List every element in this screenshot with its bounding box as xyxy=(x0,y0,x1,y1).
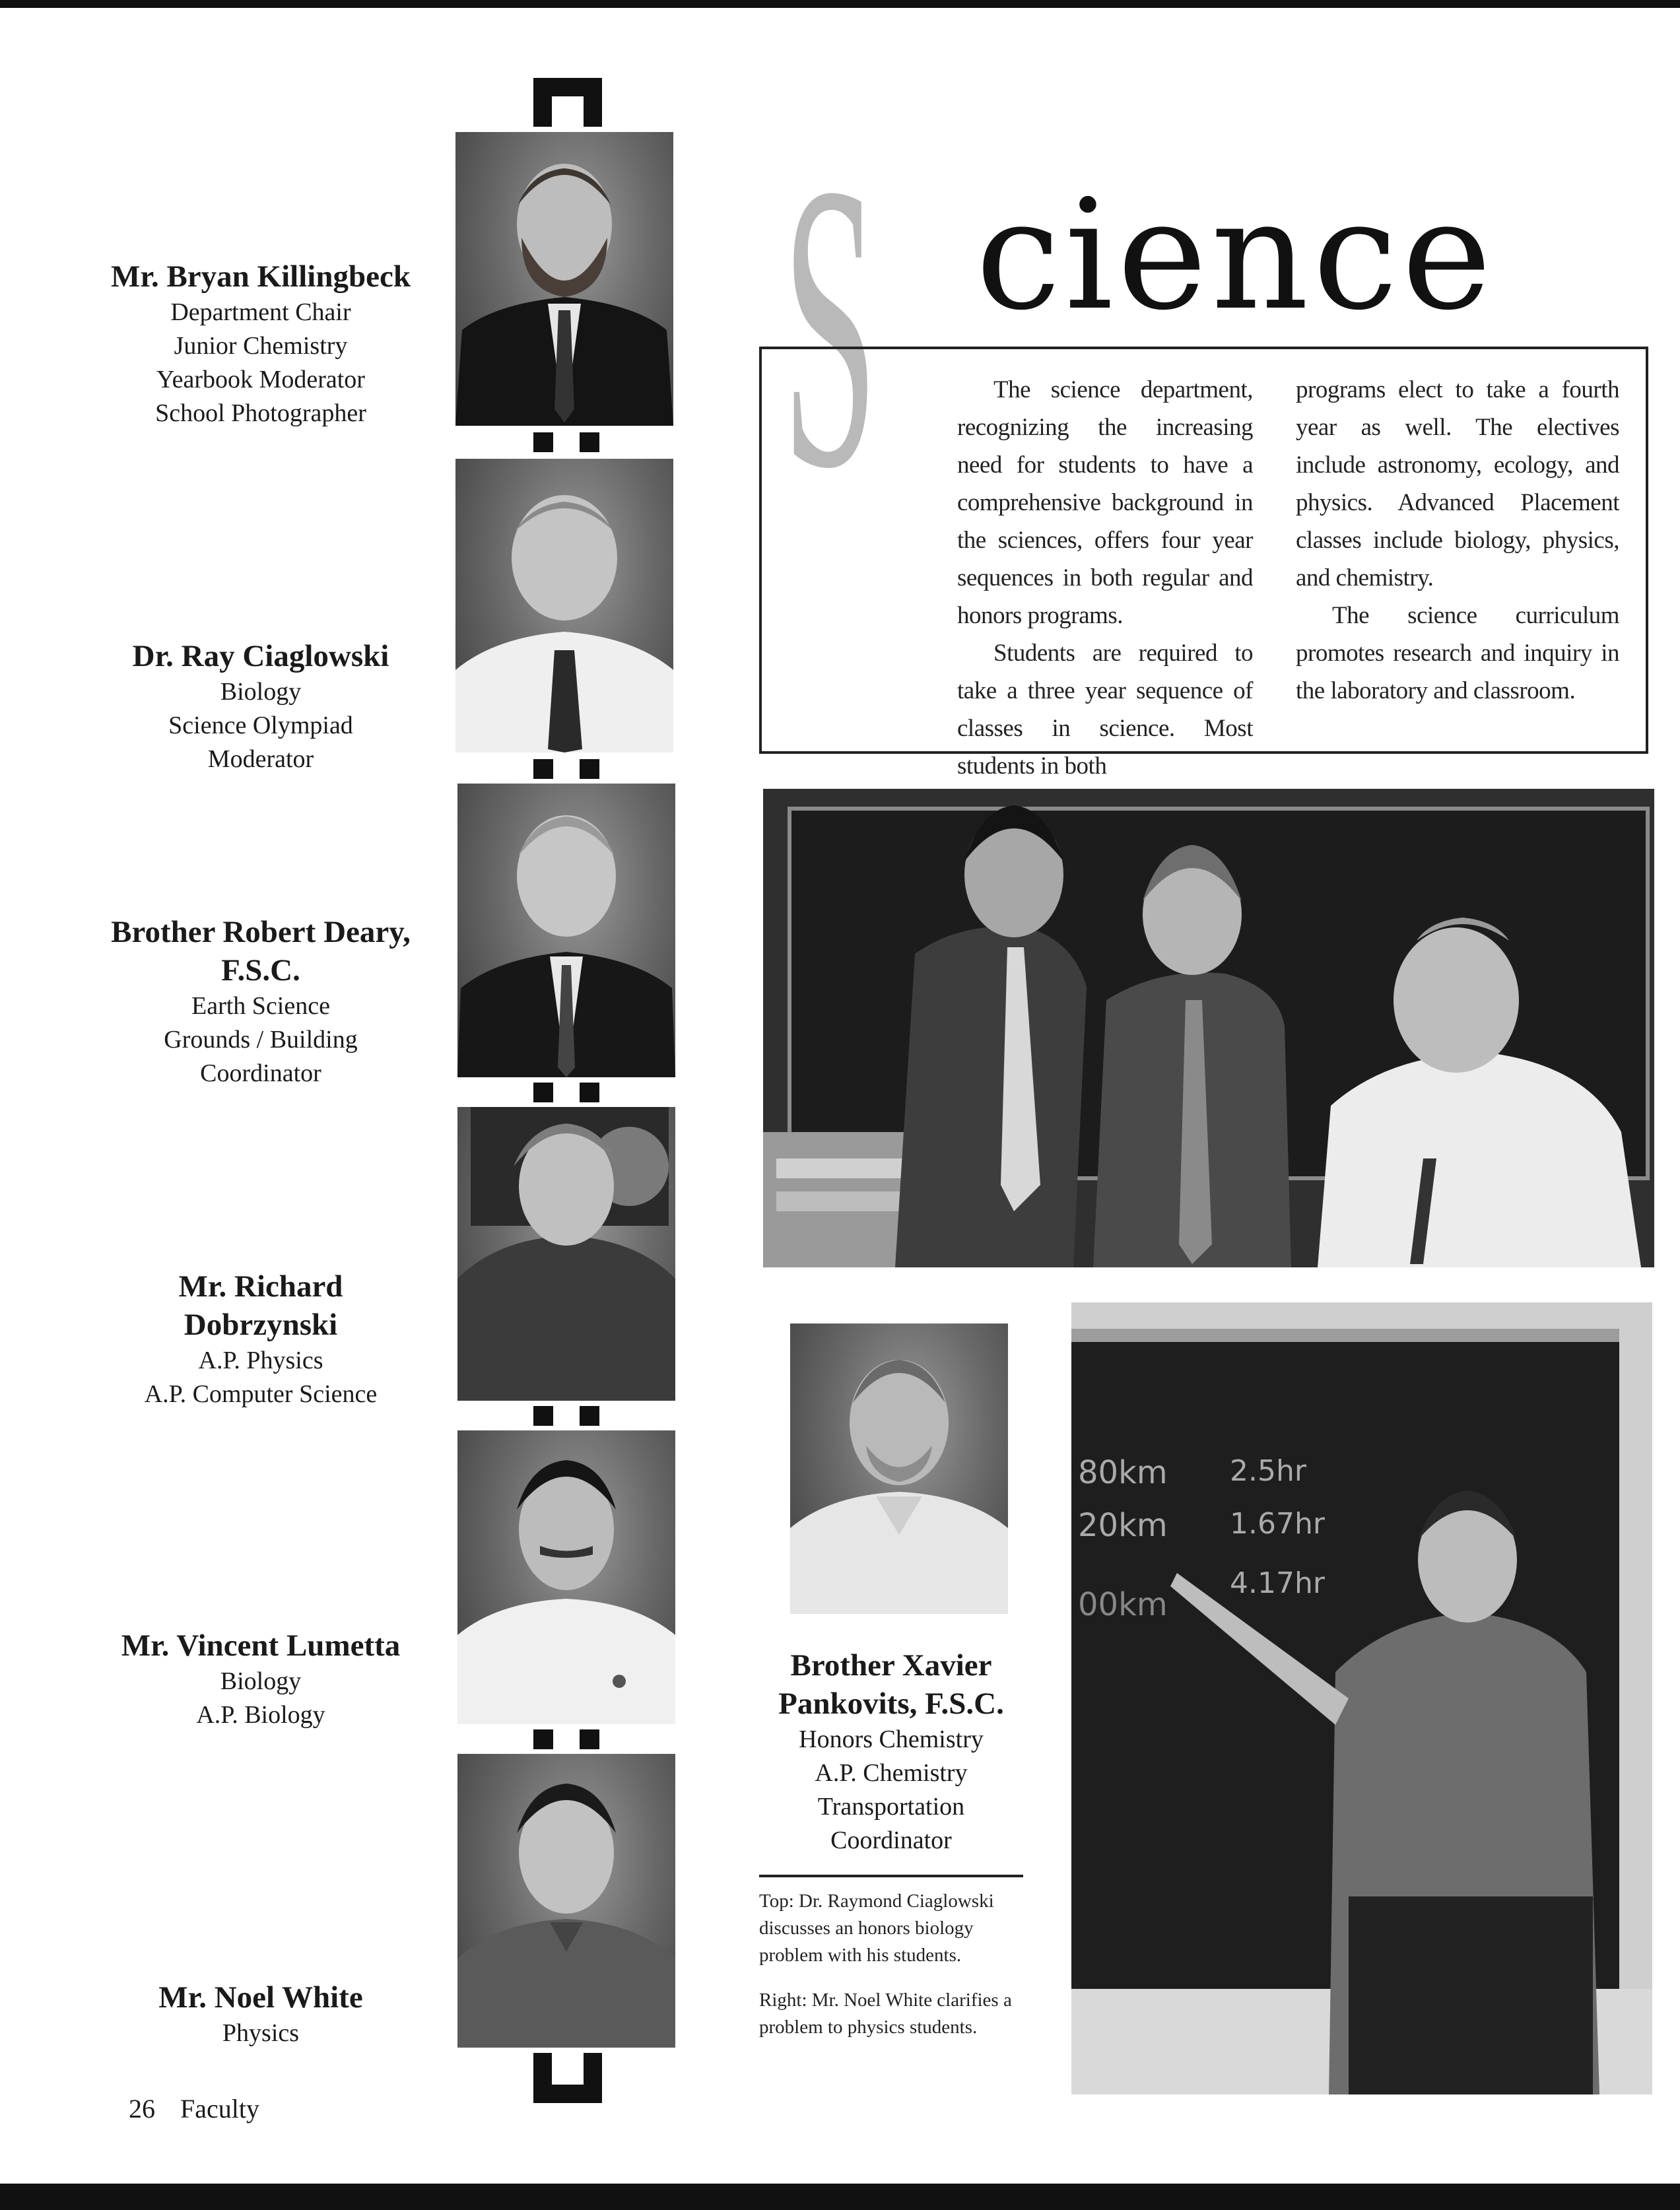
faculty-name: Brother Xavier xyxy=(790,1648,992,1683)
headline-initial: S xyxy=(782,100,878,553)
film-strip-marker xyxy=(533,432,553,452)
faculty-role: Coordinator xyxy=(200,1059,321,1087)
faculty-name: Dr. Ray Ciaglowski xyxy=(132,639,389,673)
faculty-caption-deary xyxy=(79,913,442,1090)
film-strip-marker xyxy=(533,1729,553,1749)
chalk-text: 20km xyxy=(1078,1507,1168,1544)
portrait-dobrzynski xyxy=(457,1107,675,1401)
faculty-name: Dobrzynski xyxy=(184,1308,338,1342)
faculty-role: Physics xyxy=(222,2019,300,2047)
chalk-text: 80km xyxy=(1078,1454,1168,1491)
faculty-role: Transportation xyxy=(817,1793,965,1821)
film-strip-marker xyxy=(580,1406,599,1426)
film-strip-marker xyxy=(580,759,599,779)
faculty-role: A.P. Chemistry xyxy=(815,1759,968,1787)
film-strip-marker xyxy=(533,759,553,779)
faculty-name: Pankovits, F.S.C. xyxy=(778,1687,1004,1721)
film-strip-marker xyxy=(580,432,599,452)
intro-column-1 xyxy=(957,371,1253,785)
faculty-role: Junior Chemistry xyxy=(174,332,348,360)
chalk-text: 1.67hr xyxy=(1230,1507,1325,1541)
intro-paragraph: The science curriculum promotes research and inquiry in the laboratory and classroom. xyxy=(1296,602,1619,704)
faculty-name: Mr. Vincent Lumetta xyxy=(121,1628,401,1663)
faculty-name: Brother Robert Deary, xyxy=(111,915,411,949)
faculty-caption-ciaglowski xyxy=(79,637,442,776)
chalk-text: 2.5hr xyxy=(1230,1454,1306,1488)
section-name: Faculty xyxy=(180,2094,259,2124)
caption-rule xyxy=(759,1875,1023,1877)
intro-paragraph: Students are required to take a three year sequence of classes in science. Most students in both xyxy=(957,640,1253,780)
portrait-ciaglowski xyxy=(455,459,673,753)
film-strip-marker xyxy=(580,1729,599,1749)
faculty-role: Biology xyxy=(220,1667,302,1695)
faculty-role: Department Chair xyxy=(170,298,351,326)
film-strip-top-bracket xyxy=(533,78,602,127)
portrait-white xyxy=(457,1754,675,2048)
faculty-caption-white xyxy=(79,1978,442,2050)
page-title: cience xyxy=(976,168,1496,344)
film-strip-marker xyxy=(580,1083,599,1102)
faculty-role: Science Olympiad xyxy=(168,712,353,739)
faculty-name: Mr. Bryan Killingbeck xyxy=(111,259,411,294)
caption-top: Top: Dr. Raymond Ciaglowski discusses an honors biology problem with his students. xyxy=(759,1891,994,1966)
faculty-role: School Photographer xyxy=(155,399,366,427)
faculty-role: Yearbook Moderator xyxy=(156,366,365,393)
photo-chalkboard-lesson xyxy=(1071,1302,1652,2094)
faculty-caption-dobrzynski xyxy=(79,1267,442,1411)
portrait-killingbeck xyxy=(455,132,673,426)
photo-classroom-discussion xyxy=(763,789,1654,1267)
faculty-caption-pankovits xyxy=(726,1646,1056,1858)
caption-right: Right: Mr. Noel White clarifies a problem to physics students. xyxy=(759,1990,1012,2038)
faculty-role: Grounds / Building xyxy=(164,1026,358,1054)
film-strip-bottom-bracket xyxy=(533,2053,602,2103)
portrait-deary xyxy=(457,784,675,1077)
page-number: 26 xyxy=(129,2094,155,2124)
faculty-name: Mr. Richard xyxy=(178,1269,343,1304)
faculty-role: A.P. Biology xyxy=(196,1701,325,1729)
portrait-lumetta xyxy=(457,1430,675,1724)
faculty-role: A.P. Computer Science xyxy=(144,1380,378,1408)
faculty-name: Mr. Noel White xyxy=(158,1980,363,2015)
film-strip-marker xyxy=(533,1406,553,1426)
faculty-role: Biology xyxy=(220,678,302,706)
scan-edge-bottom xyxy=(0,2184,1680,2210)
faculty-name: F.S.C. xyxy=(221,953,300,988)
faculty-caption-lumetta xyxy=(79,1626,442,1732)
page-folio xyxy=(129,2093,285,2126)
scan-edge-top xyxy=(0,0,1680,8)
intro-paragraph: The science department, recognizing the increasing need for students to have a comprehensive background in the sciences, offers four year sequences in both regular and honors programs. xyxy=(957,376,1253,629)
chalk-text: 4.17hr xyxy=(1230,1566,1325,1600)
faculty-role: Earth Science xyxy=(191,992,330,1020)
portrait-pankovits xyxy=(790,1323,1008,1614)
intro-paragraph: programs elect to take a fourth year as well. The electives include astronomy, ecology, and physics. Advanced Placement classes include biology, physics, and chemistry. xyxy=(1296,376,1619,591)
faculty-role: Moderator xyxy=(207,745,314,773)
faculty-role: A.P. Physics xyxy=(198,1347,323,1374)
faculty-caption-killingbeck xyxy=(79,257,442,430)
intro-column-2 xyxy=(1296,371,1619,710)
chalk-text: 00km xyxy=(1078,1586,1168,1623)
faculty-role: Honors Chemistry xyxy=(799,1725,984,1753)
film-strip-marker xyxy=(533,1083,553,1102)
faculty-role: Coordinator xyxy=(830,1826,952,1854)
